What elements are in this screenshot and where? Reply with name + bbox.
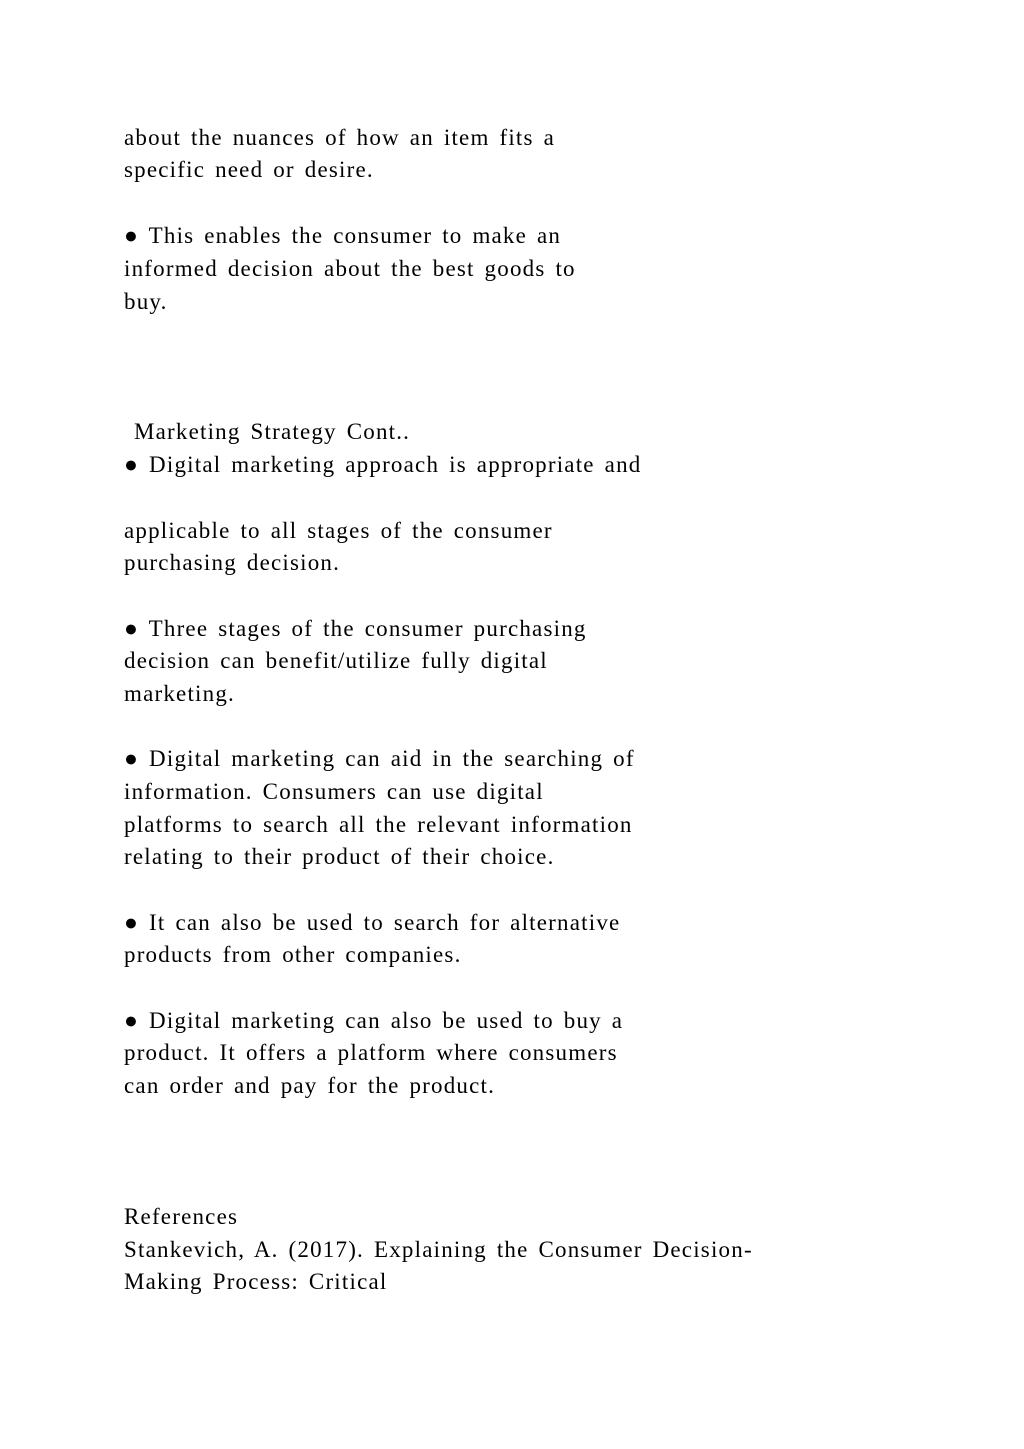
bullet-item: ● Digital marketing can aid in the searching of — [124, 746, 635, 771]
text-line: information. Consumers can use digital — [124, 779, 544, 804]
bullet-item: ● Digital marketing approach is appropriate and — [124, 452, 642, 477]
text-line: specific need or desire. — [124, 157, 374, 182]
text-line: purchasing decision. — [124, 550, 341, 575]
bullet-item: ● Three stages of the consumer purchasing — [124, 616, 587, 641]
text-line: informed decision about the best goods to — [124, 256, 576, 281]
text-line: buy. — [124, 289, 168, 314]
text-line: can order and pay for the product. — [124, 1073, 496, 1098]
text-line: products from other companies. — [124, 942, 462, 967]
text-line: applicable to all stages of the consumer — [124, 518, 553, 543]
text-line: platforms to search all the relevant information — [124, 812, 633, 837]
references-heading: References — [124, 1204, 239, 1229]
text-line: product. It offers a platform where consumers — [124, 1040, 618, 1065]
section-heading: Marketing Strategy Cont.. — [124, 419, 411, 444]
bullet-item: ● This enables the consumer to make an — [124, 223, 562, 248]
text-line: about the nuances of how an item fits a — [124, 125, 556, 150]
bullet-item: ● It can also be used to search for alternative — [124, 910, 621, 935]
text-line: relating to their product of their choice. — [124, 844, 555, 869]
text-line: marketing. — [124, 681, 235, 706]
bullet-item: ● Digital marketing can also be used to buy a — [124, 1008, 624, 1033]
reference-entry: Stankevich, A. (2017). Explaining the Consumer Decision- — [124, 1237, 753, 1262]
text-line: decision can benefit/utilize fully digital — [124, 648, 548, 673]
reference-entry: Making Process: Critical — [124, 1269, 388, 1294]
